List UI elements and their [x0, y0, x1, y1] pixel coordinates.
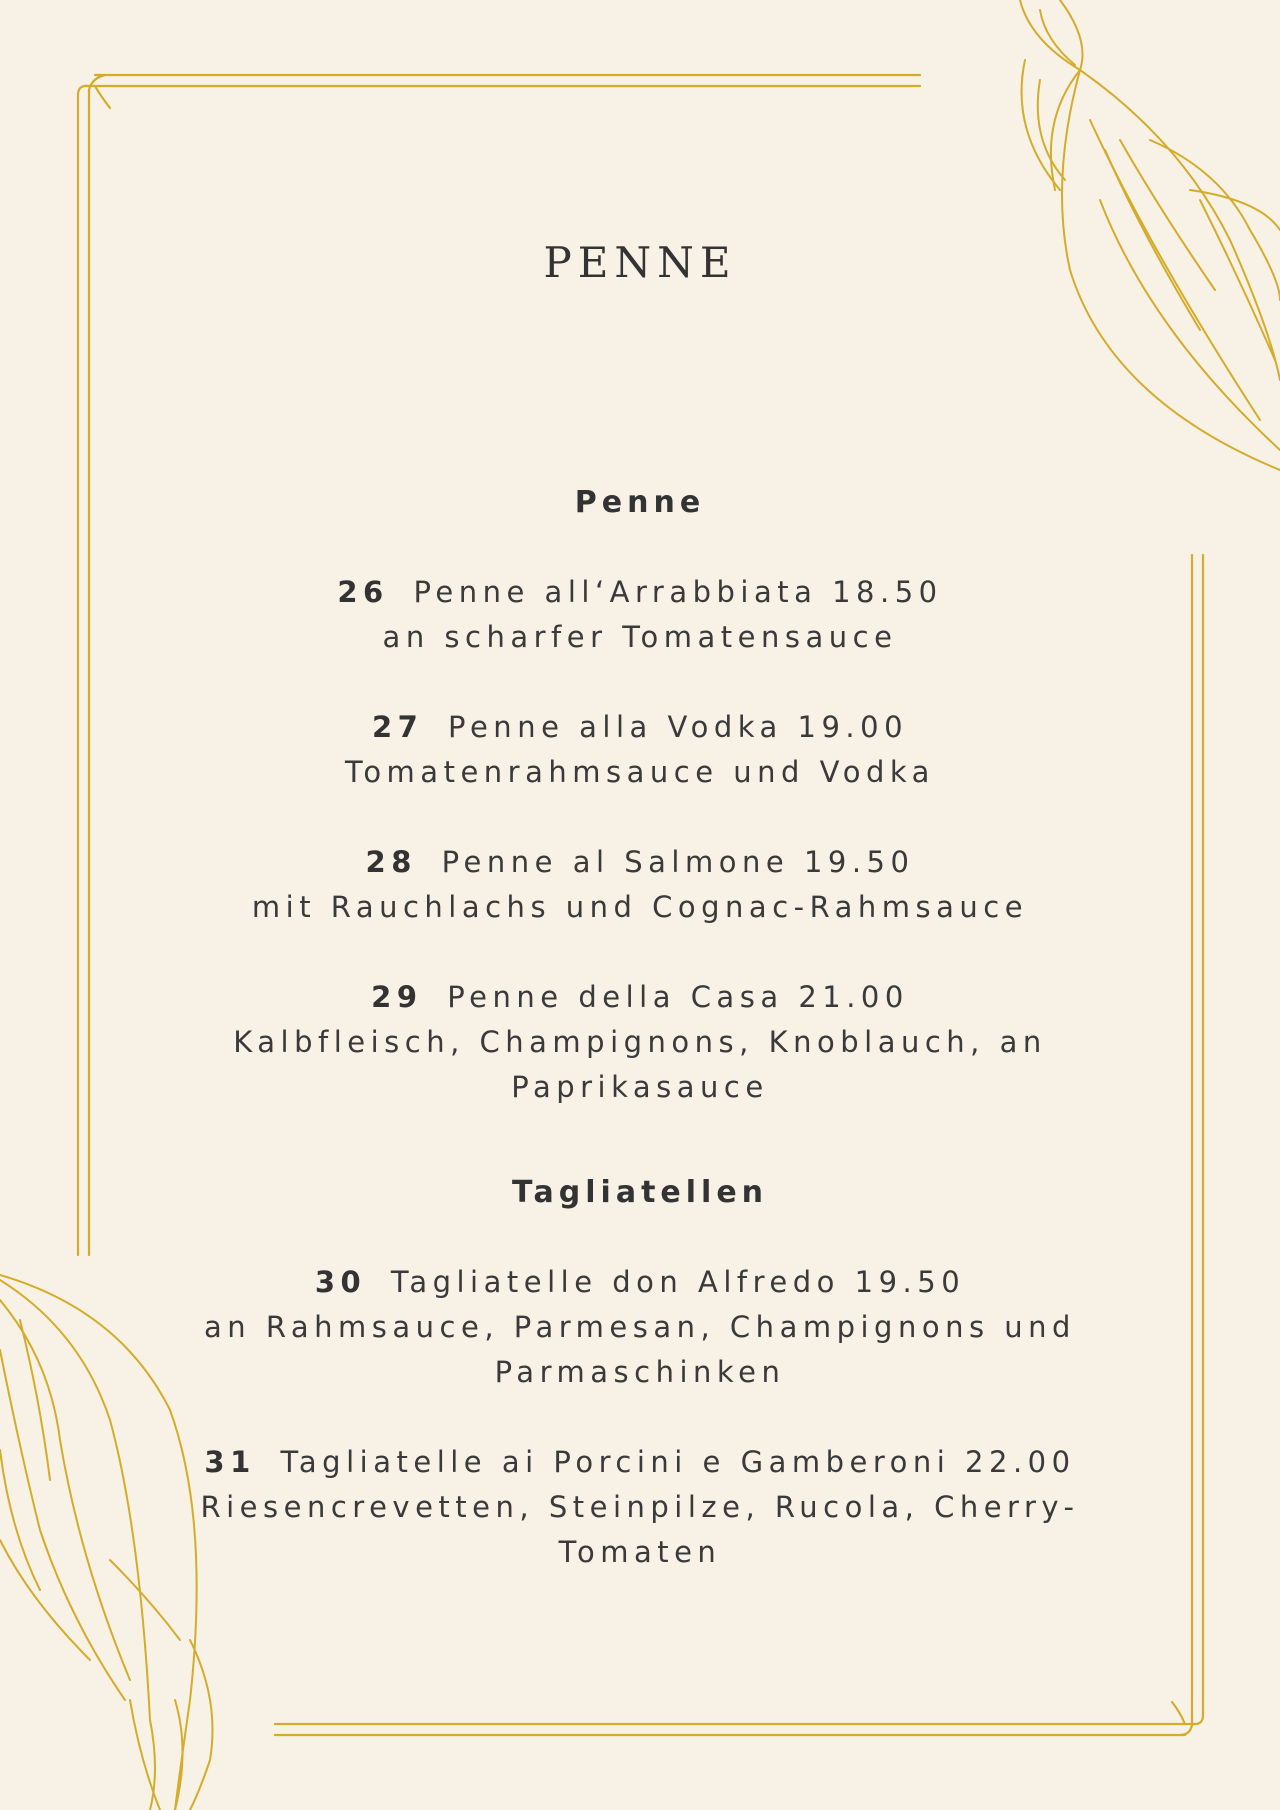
item-number: 29 [371, 980, 423, 1014]
section-heading: Penne [574, 485, 706, 520]
item-price: 18.50 [832, 575, 943, 609]
item-description: Kalbfleisch, Champignons, Knoblauch, an Paprikasauce [233, 1025, 1047, 1104]
item-name: Tagliatelle don Alfredo [390, 1265, 840, 1299]
menu-content [140, 480, 1140, 1635]
menu-item [140, 840, 1140, 930]
menu-section-penne [140, 480, 1140, 1110]
item-description: Tomatenrahmsauce und Vodka [345, 755, 935, 789]
frame-corner-top-left [78, 75, 110, 108]
section-heading: Tagliatellen [511, 1175, 769, 1210]
item-price: 21.00 [798, 980, 909, 1014]
menu-item [140, 1440, 1140, 1575]
item-name: Penne al Salmone [441, 845, 790, 879]
item-title-line [140, 840, 1140, 885]
menu-item [140, 570, 1140, 660]
item-title-line [140, 1440, 1140, 1485]
item-description: Riesencrevetten, Steinpilze, Rucola, Cherry-Tomaten [200, 1490, 1080, 1569]
item-price: 19.00 [797, 710, 909, 744]
item-name: Tagliatelle ai Porcini e Gamberoni [280, 1445, 951, 1479]
item-number: 27 [371, 710, 424, 744]
menu-item [140, 705, 1140, 795]
item-title-line [140, 1260, 1140, 1305]
item-name: Penne alla Vodka [448, 710, 783, 744]
leaf-illustration-top-right [1020, 0, 1280, 470]
item-description: an scharfer Tomatensauce [382, 620, 898, 654]
item-name: Penne della Casa [447, 980, 784, 1014]
item-number: 26 [337, 575, 389, 609]
item-title-line [140, 975, 1140, 1020]
item-number: 28 [365, 845, 417, 879]
menu-section-tagliatellen [140, 1170, 1140, 1575]
menu-item [140, 1260, 1140, 1395]
item-title-line [140, 705, 1140, 750]
item-price: 19.50 [803, 845, 915, 879]
item-description: an Rahmsauce, Parmesan, Champignons und Parmaschinken [204, 1310, 1076, 1389]
item-price: 19.50 [854, 1265, 966, 1299]
item-description: mit Rauchlachs und Cognac-Rahmsauce [251, 890, 1029, 924]
item-number: 31 [204, 1445, 256, 1479]
menu-item [140, 975, 1140, 1110]
frame-corner-bottom-right [1172, 1702, 1203, 1735]
item-number: 30 [314, 1265, 367, 1299]
page-title: PENNE [543, 238, 737, 287]
item-price: 22.00 [965, 1445, 1076, 1479]
item-name: Penne all‘Arrabbiata [413, 575, 818, 609]
item-title-line [140, 570, 1140, 615]
